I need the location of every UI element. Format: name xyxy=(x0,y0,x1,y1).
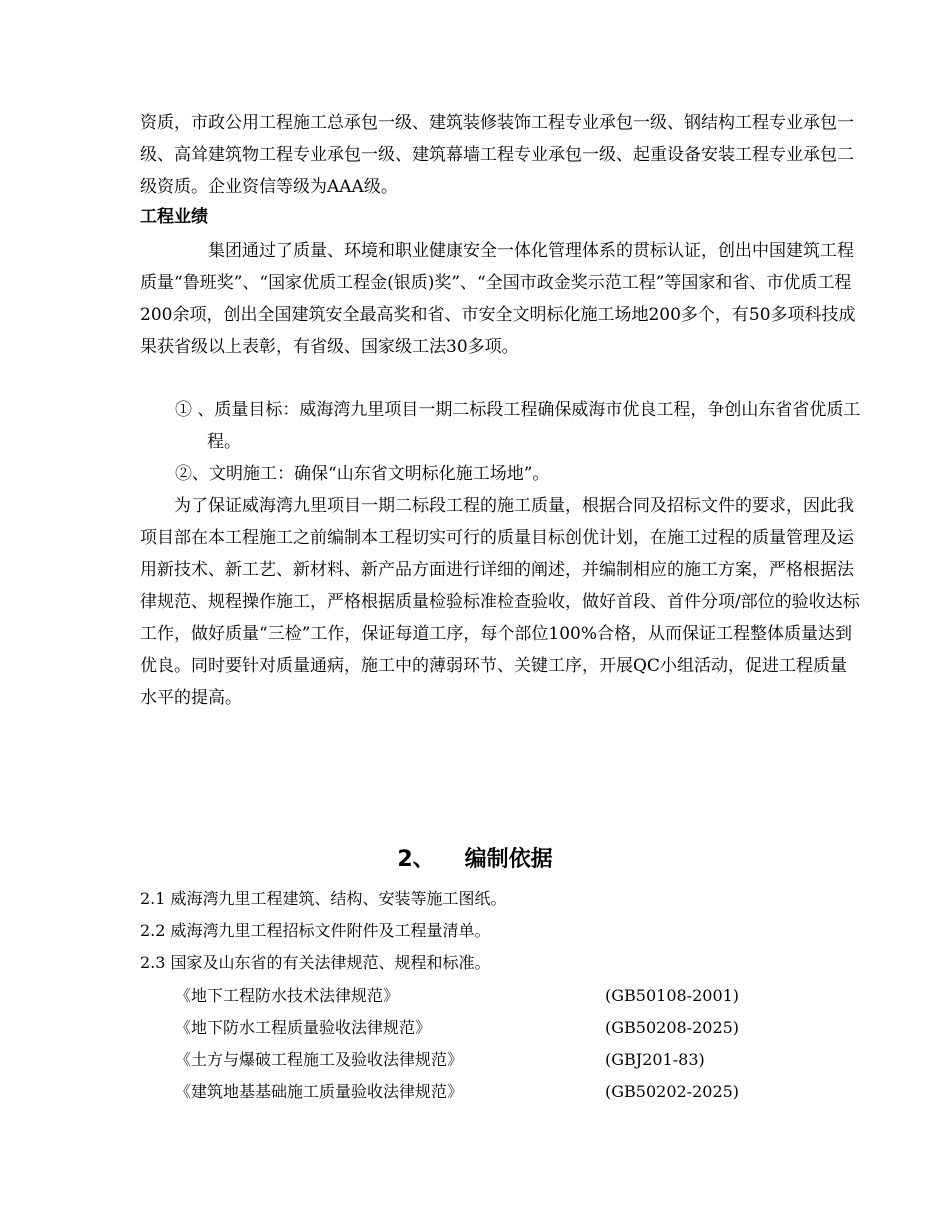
standard-code: (GB50202-2025) xyxy=(605,1082,740,1101)
standard-name: 《建筑地基基础施工质量验收法律规范》 xyxy=(175,1082,464,1101)
standard-name: 《地下工程防水技术法律规范》 xyxy=(175,986,400,1005)
section-heading xyxy=(0,843,950,877)
standard-code: (GB50208-2025) xyxy=(605,1018,740,1037)
civilized-construction-item: ②、文明施工：确保“山东省文明标化施工场地”。 xyxy=(175,464,550,484)
standard-name: 《土方与爆破工程施工及验收法律规范》 xyxy=(175,1050,464,1069)
section-title: 编制依据 xyxy=(464,847,553,872)
performance-paragraph: 集团通过了质量、环境和职业健康安全一体化管理体系的贯标认证，创出中国建筑工程质量“鲁班奖”、“国家优质工程金(银质)奖”、“全国市政金奖示范工程”等国家和省、市优质工程200余项，创出全国建筑安全最高奖和省、市安全文明标化施工场地200多个，有50多项科技成果获省级以上表彰，有省级、国家级工法30多项。 xyxy=(140,241,856,357)
standard-name: 《地下防水工程质量验收法律规范》 xyxy=(175,1018,432,1037)
basis-item: 2.3 国家及山东省的有关法律规范、规程和标准。 xyxy=(140,953,491,972)
basis-item: 2.2 威海湾九里工程招标文件附件及工程量清单。 xyxy=(140,921,491,940)
basis-item: 2.1 威海湾九里工程建筑、结构、安装等施工图纸。 xyxy=(140,889,507,908)
standard-code: (GBJ201-83) xyxy=(605,1050,705,1069)
qualifications-paragraph: 资质，市政公用工程施工总承包一级、建筑装修装饰工程专业承包一级、钢结构工程专业承包一级、高耸建筑物工程专业承包一级、建筑幕墙工程专业承包一级、起重设备安装工程专业承包二级资质。企业资信等级为AAA级。 xyxy=(140,113,854,197)
quality-plan-paragraph: 为了保证威海湾九里项目一期二标段工程的施工质量，根据合同及招标文件的要求，因此我项目部在本工程施工之前编制本工程切实可行的质量目标创优计划，在施工过程的质量管理及运用新技术、新工艺、新材料、新产品方面进行详细的阐述，并编制相应的施工方案，严格根据法律规范、规程操作施工，严格根据质量检验标准检查验收，做好首段、首件分项/部位的验收达标工作，做好质量“三检”工作，保证每道工序，每个部位100%合格，从而保证工程整体质量达到优良。同时要针对质量通病，施工中的薄弱环节、关键工序，开展QC小组活动，促进工程质量水平的提高。 xyxy=(140,496,860,708)
section-number: 2、 xyxy=(397,847,435,872)
performance-heading: 工程业绩 xyxy=(140,207,208,227)
quality-goal-item: ① 、质量目标：威海湾九里项目一期二标段工程确保威海市优良工程，争创山东省省优质工程。 xyxy=(175,400,861,452)
standard-code: (GB50108-2001) xyxy=(605,986,740,1005)
